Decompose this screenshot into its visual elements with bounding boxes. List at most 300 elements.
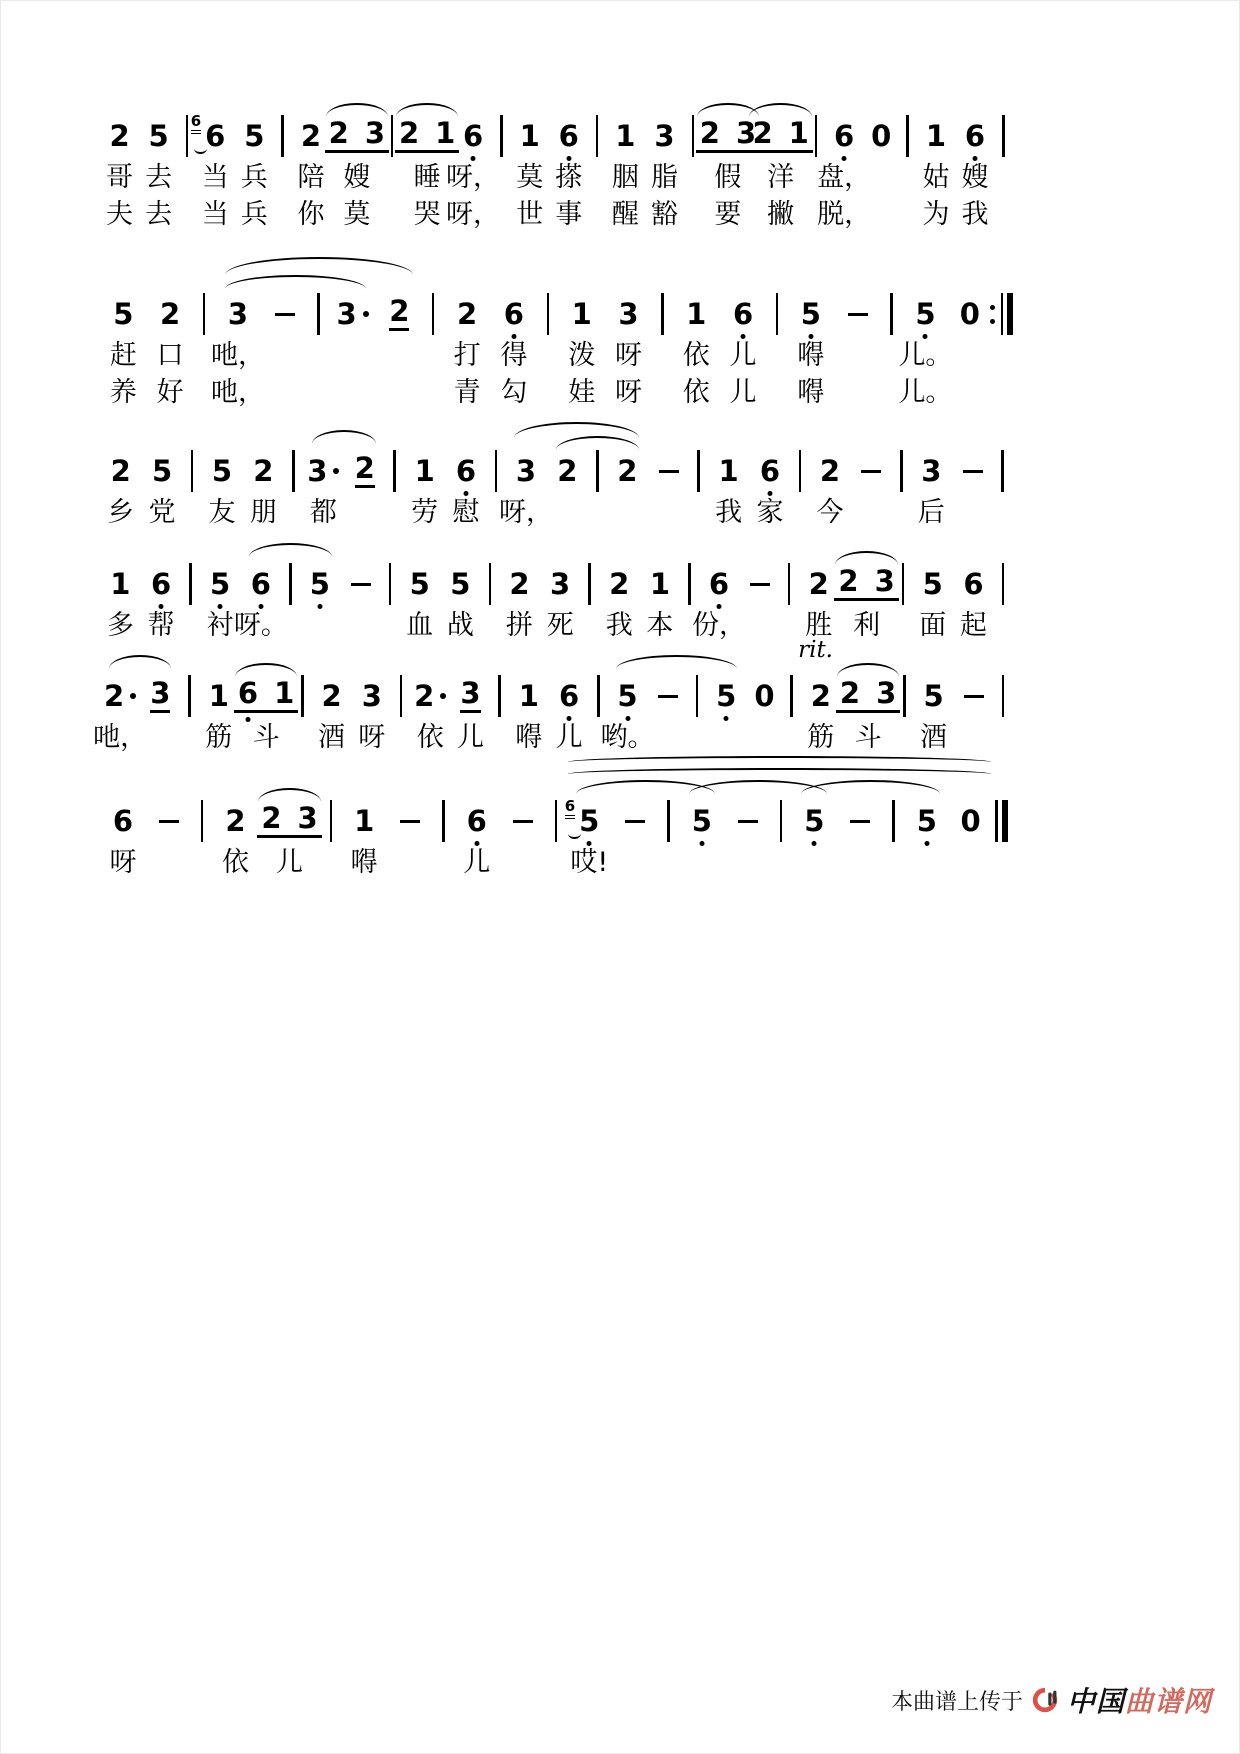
note-slot	[190, 111, 226, 159]
note-slot	[212, 448, 232, 494]
note-cell	[499, 448, 553, 531]
lyric-syllable: 儿。	[898, 340, 953, 371]
beam-pair-cell	[239, 673, 293, 756]
lyric-syllable: 呀，	[446, 162, 501, 193]
note-slot	[225, 798, 245, 844]
note-digit: 6	[462, 118, 484, 153]
beam-pair-cell	[328, 113, 386, 233]
lyric-syllable: 依	[222, 847, 250, 878]
note-slot	[990, 291, 1014, 337]
note-slot	[597, 673, 600, 719]
lyric-syllable: 你	[297, 199, 325, 230]
note-digit: 2	[104, 678, 125, 713]
note-cell	[190, 111, 235, 233]
note-slot	[559, 673, 579, 719]
lyric-syllable: 兵	[240, 199, 268, 230]
note-slot	[625, 798, 645, 844]
barline-stroke	[900, 450, 903, 492]
note-slot	[450, 561, 470, 607]
note-slot	[460, 673, 480, 719]
dash-glyph	[400, 820, 420, 823]
lyric-syllable: 口	[156, 340, 184, 371]
note-slot	[321, 673, 341, 719]
grace-tie-arc	[194, 143, 207, 154]
note-slot	[617, 448, 637, 494]
note-digit: 2	[838, 564, 859, 598]
note-slot	[801, 291, 821, 337]
note-slot	[251, 561, 271, 607]
note-digit: 6	[455, 453, 477, 488]
note-slot	[871, 113, 891, 159]
note-digit: 1	[110, 566, 131, 601]
note-cell	[953, 561, 994, 644]
barline-stroke	[688, 563, 691, 605]
lyric-syllable: 呀，	[446, 199, 501, 230]
barline-stroke	[186, 115, 189, 157]
note-cell	[720, 291, 767, 411]
barline	[995, 113, 1013, 233]
note-digit: 6	[250, 566, 271, 601]
notation-system-1	[100, 113, 1012, 233]
lyric-syllable: 睡	[413, 162, 441, 193]
lyric-syllable: 起	[959, 610, 987, 641]
barline	[281, 561, 299, 644]
duration-dash	[952, 448, 993, 531]
note-digit: 1	[686, 296, 707, 331]
note-slot	[609, 561, 629, 607]
lyric-syllable: 撇	[767, 199, 795, 230]
note-slot	[209, 673, 229, 719]
dash-glyph	[625, 820, 645, 823]
lyric-syllable: 哥	[106, 162, 134, 193]
lyric-syllable: 斗	[252, 722, 280, 753]
barline-stroke	[201, 800, 204, 842]
note-slot	[159, 798, 179, 844]
notation-system-6	[100, 798, 1012, 881]
note-slot	[257, 798, 321, 844]
barline-stroke	[995, 800, 998, 842]
note-slot	[617, 673, 637, 719]
note-digit: 1	[518, 678, 539, 713]
lyric-syllable: 好	[156, 377, 184, 408]
note-slot	[719, 448, 739, 494]
note-digit: 0	[754, 678, 775, 713]
note-digit: 1	[414, 453, 435, 488]
note-slot	[400, 798, 420, 844]
note-slot	[189, 561, 192, 607]
barline	[181, 561, 199, 644]
note-slot	[395, 113, 459, 159]
lyric-syllable: 依	[416, 722, 444, 753]
note-digit: 1	[519, 118, 540, 153]
note-digit: 1	[274, 676, 295, 710]
note-digit: 0	[871, 118, 892, 153]
duration-dash	[725, 798, 771, 881]
note-digit: 3	[618, 296, 639, 331]
barline-stroke	[667, 800, 670, 842]
lyric-syllable: 利	[853, 610, 881, 641]
note-slot	[748, 113, 812, 159]
note-cell	[233, 561, 288, 644]
note-digit: 3	[150, 679, 170, 713]
note-cell	[549, 113, 588, 233]
note-cell	[147, 291, 194, 411]
note-digit: 5 6	[564, 796, 600, 838]
lyric-syllable: 吔，	[210, 340, 265, 371]
lyric-syllable: 洋	[767, 162, 795, 193]
note-slot	[456, 448, 476, 494]
note-slot	[1002, 561, 1005, 607]
notation-row	[100, 291, 1012, 411]
lyric-syllable: 豁	[650, 199, 678, 230]
long-slur-line	[568, 756, 991, 762]
note-slot	[618, 291, 638, 337]
note-cell	[599, 561, 640, 644]
barline-stroke	[1001, 450, 1004, 492]
lyric-syllable: 当	[201, 199, 229, 230]
lyric-syllable: 儿	[463, 847, 491, 878]
duration-dash	[612, 798, 658, 881]
note-slot	[964, 673, 984, 719]
lyric-syllable: 都	[309, 497, 337, 528]
note-digit: 2	[609, 566, 630, 601]
lyric-syllable: 慰	[452, 497, 480, 528]
note-slot	[504, 291, 524, 337]
note-slot	[547, 291, 550, 337]
barline-stroke	[697, 450, 700, 492]
note-digit: 6	[237, 676, 259, 710]
note-cell	[817, 113, 872, 233]
lyric-syllable: 青	[453, 377, 481, 408]
note-slot	[292, 448, 295, 494]
note-cell	[450, 673, 490, 756]
note-cell	[376, 291, 423, 411]
lyric-syllable: 儿	[729, 377, 757, 408]
note-cell	[606, 113, 645, 233]
barline-stroke	[188, 675, 191, 717]
barline-stroke	[393, 450, 396, 492]
note-digit: 2	[225, 803, 246, 838]
footer-upload-text: 本曲谱上传于	[890, 1689, 1023, 1715]
barline	[780, 561, 798, 644]
note-slot	[355, 448, 375, 494]
lyric-syllable: 拼	[505, 610, 533, 641]
note-digit: 6	[963, 566, 984, 601]
lyric-syllable: 呀，	[499, 497, 553, 528]
beam-group	[748, 116, 812, 153]
lyric-syllable: 友	[208, 497, 236, 528]
note-digit: 6	[559, 678, 580, 713]
barline-stroke	[489, 563, 492, 605]
note-slot	[152, 448, 172, 494]
note-slot	[596, 113, 599, 159]
note-slot	[1001, 448, 1004, 494]
note-slot	[519, 673, 539, 719]
slur-arc	[258, 788, 320, 802]
grace-note: 6	[191, 114, 201, 134]
barline-stroke	[776, 293, 779, 335]
beam-group	[257, 801, 321, 838]
note-cell	[446, 113, 501, 233]
note-slot	[659, 448, 679, 494]
brand-name	[1067, 1680, 1212, 1720]
grace-tie-arc	[568, 828, 581, 839]
lyric-syllable: 党	[148, 497, 176, 528]
note-digit: 2	[261, 801, 282, 835]
barline	[993, 448, 1012, 531]
note-cell	[605, 291, 652, 411]
note-slot	[900, 448, 903, 494]
lyric-syllable: 嘚	[797, 340, 825, 371]
barline-stroke	[442, 800, 445, 842]
lyric-syllable: 我	[715, 497, 743, 528]
note-cell	[912, 561, 953, 644]
note-cell	[410, 673, 450, 756]
notation-row	[100, 561, 1012, 644]
notation-row	[100, 448, 1012, 531]
lyric-syllable: 泼	[568, 340, 596, 371]
barline-stroke	[498, 675, 501, 717]
slur-arc	[801, 780, 940, 794]
note-slot	[317, 291, 320, 337]
note-digit: 2	[414, 678, 435, 713]
slur-arc	[396, 103, 458, 117]
note-digit: 3	[550, 566, 571, 601]
note-slot	[203, 291, 206, 337]
lyric-syllable: 面	[919, 610, 947, 641]
note-slot	[963, 448, 983, 494]
note-cell	[955, 113, 994, 233]
note-digit: 3	[364, 116, 386, 150]
lyric-syllable: 搽	[555, 162, 583, 193]
note-digit: 6	[150, 566, 172, 601]
note-cell	[210, 291, 265, 411]
lyric-syllable: 后	[917, 497, 945, 528]
note-cell	[201, 448, 242, 531]
lyric-syllable: 多	[106, 610, 134, 641]
barline-stroke	[547, 293, 550, 335]
note-slot	[960, 798, 980, 844]
lyric-syllable: 儿。	[898, 377, 953, 408]
note-cell	[798, 561, 839, 644]
note-cell	[141, 561, 182, 644]
note-digit: 5	[148, 118, 169, 153]
note-slot	[188, 673, 191, 719]
lyric-syllable: 战	[446, 610, 474, 641]
note-slot	[393, 448, 396, 494]
barline	[293, 673, 311, 756]
note-slot	[110, 561, 130, 607]
barline-stroke	[661, 293, 664, 335]
note-slot	[113, 291, 133, 337]
note-digit: 2	[109, 118, 130, 153]
note-cell	[243, 448, 284, 531]
note-slot	[733, 291, 753, 337]
note-cell	[916, 113, 955, 233]
note-slot	[442, 798, 445, 844]
slur-arc	[225, 257, 412, 275]
note-digit: 5	[309, 566, 330, 601]
note-digit: 6	[558, 118, 579, 153]
lyric-syllable: 呀	[358, 722, 386, 753]
lyric-syllable: 兵	[240, 162, 268, 193]
barline-stroke	[906, 115, 909, 157]
note-slot	[391, 113, 394, 159]
note-digit: 5	[244, 118, 265, 153]
lyric-syllable: 份，	[691, 610, 746, 641]
lyric-syllable: 嘚	[797, 377, 825, 408]
barline	[883, 798, 904, 881]
note-cell	[100, 113, 139, 233]
note-digit: 2	[160, 296, 181, 331]
note-digit: 6	[112, 803, 134, 838]
duration-dash	[648, 448, 689, 531]
note-slot	[410, 561, 430, 607]
note-digit: 6	[503, 296, 524, 331]
barline-stroke	[815, 115, 818, 157]
note-digit: 5	[804, 803, 825, 838]
note-slot	[1002, 113, 1005, 159]
note-cell	[913, 673, 953, 756]
note-cell	[444, 291, 491, 411]
slur-arc	[225, 275, 365, 289]
note-slot	[848, 291, 868, 337]
dash-glyph	[738, 820, 758, 823]
rest-note	[746, 673, 782, 756]
slur-arc	[514, 422, 639, 438]
barline-stroke	[1001, 293, 1004, 335]
barline-stroke	[330, 800, 333, 842]
note-cell	[640, 561, 681, 644]
note-digit: 5	[915, 296, 936, 331]
grace-note: 6	[565, 799, 575, 819]
lyric-syllable: 朋	[249, 497, 277, 528]
note-slot	[400, 673, 403, 719]
note-slot	[301, 673, 304, 719]
note-cell	[404, 448, 445, 531]
note-slot	[776, 291, 779, 337]
barline-stroke	[596, 450, 599, 492]
lyric-syllable: 赶	[109, 340, 137, 371]
note-slot	[550, 561, 570, 607]
barline-stroke	[692, 115, 695, 157]
barline	[381, 561, 399, 644]
note-slot	[923, 561, 943, 607]
note-digit: 3	[307, 453, 328, 488]
note-slot	[667, 798, 670, 844]
note-digit: 2	[617, 453, 638, 488]
note-cell	[303, 448, 344, 531]
note-cell	[904, 798, 950, 881]
note-slot	[275, 291, 295, 337]
note-digit: 1	[925, 118, 947, 153]
note-slot	[520, 113, 540, 159]
dash-glyph	[659, 470, 679, 473]
lyric-syllable: 嫂	[961, 162, 989, 193]
barline	[385, 448, 404, 531]
lyric-syllable: 世	[516, 199, 544, 230]
beam-group	[836, 676, 900, 713]
note-slot	[588, 561, 591, 607]
barline	[991, 291, 1012, 411]
repeat-barline	[990, 293, 1014, 335]
note-digit: 2	[355, 454, 375, 488]
lyric-syllable: 呀	[614, 340, 642, 371]
note-slot	[457, 291, 477, 337]
lyric-syllable: 陪	[297, 162, 325, 193]
dash-glyph	[513, 820, 533, 823]
lyric-syllable: 死	[546, 610, 574, 641]
note-slot	[686, 291, 706, 337]
barline	[433, 798, 454, 881]
barline	[994, 673, 1012, 756]
lyric-syllable: 吔，	[210, 377, 265, 408]
note-cell	[199, 673, 239, 756]
note-digit: 5	[113, 296, 134, 331]
note-cell	[673, 291, 720, 411]
beam-group	[834, 564, 898, 601]
lyric-syllable: 莫	[343, 199, 371, 230]
note-slot	[716, 673, 736, 719]
note-cell	[445, 448, 486, 531]
note-cell	[911, 448, 952, 531]
barline	[284, 448, 303, 531]
note-slot	[330, 798, 333, 844]
long-slur-line	[568, 768, 991, 774]
lyric-syllable: 呀。	[233, 610, 288, 641]
lyric-syllable: 帮	[147, 610, 175, 641]
note-slot	[799, 448, 802, 494]
lyric-syllable: 我	[961, 199, 989, 230]
note-slot	[809, 561, 829, 607]
note-digit: 6	[466, 803, 487, 838]
barline	[481, 561, 499, 644]
barline	[766, 291, 787, 411]
note-slot	[489, 561, 492, 607]
lyric-syllable: 养	[109, 377, 137, 408]
barline-stroke	[191, 450, 194, 492]
note-slot	[965, 113, 985, 159]
dash-glyph	[850, 820, 870, 823]
lyric-syllable: 乡	[107, 497, 135, 528]
barline	[537, 291, 558, 411]
note-slot	[1002, 673, 1005, 719]
note-digit: 0	[960, 803, 981, 838]
note-digit: 3	[515, 453, 537, 488]
barline	[783, 673, 801, 756]
note-slot	[917, 798, 937, 844]
note-digit: 2	[819, 453, 841, 488]
note-digit: 2	[839, 676, 861, 710]
barline	[588, 448, 607, 531]
note-digit: 5	[450, 566, 471, 601]
barline	[894, 561, 912, 644]
note-slot	[692, 113, 695, 159]
lyric-syllable: 呀	[109, 847, 137, 878]
note-digit: 3	[876, 676, 897, 710]
beam-pair-cell	[839, 561, 894, 644]
beam-group	[395, 116, 459, 153]
lyric-syllable: 筋	[205, 722, 233, 753]
lyric-syllable: 衬	[206, 610, 234, 641]
note-slot	[228, 291, 248, 337]
barline-thick-stroke	[1002, 800, 1008, 842]
dash-glyph	[848, 313, 868, 316]
note-slot	[513, 798, 533, 844]
note-slot	[559, 113, 579, 159]
barline-stroke	[588, 563, 591, 605]
note-cell	[645, 113, 684, 233]
